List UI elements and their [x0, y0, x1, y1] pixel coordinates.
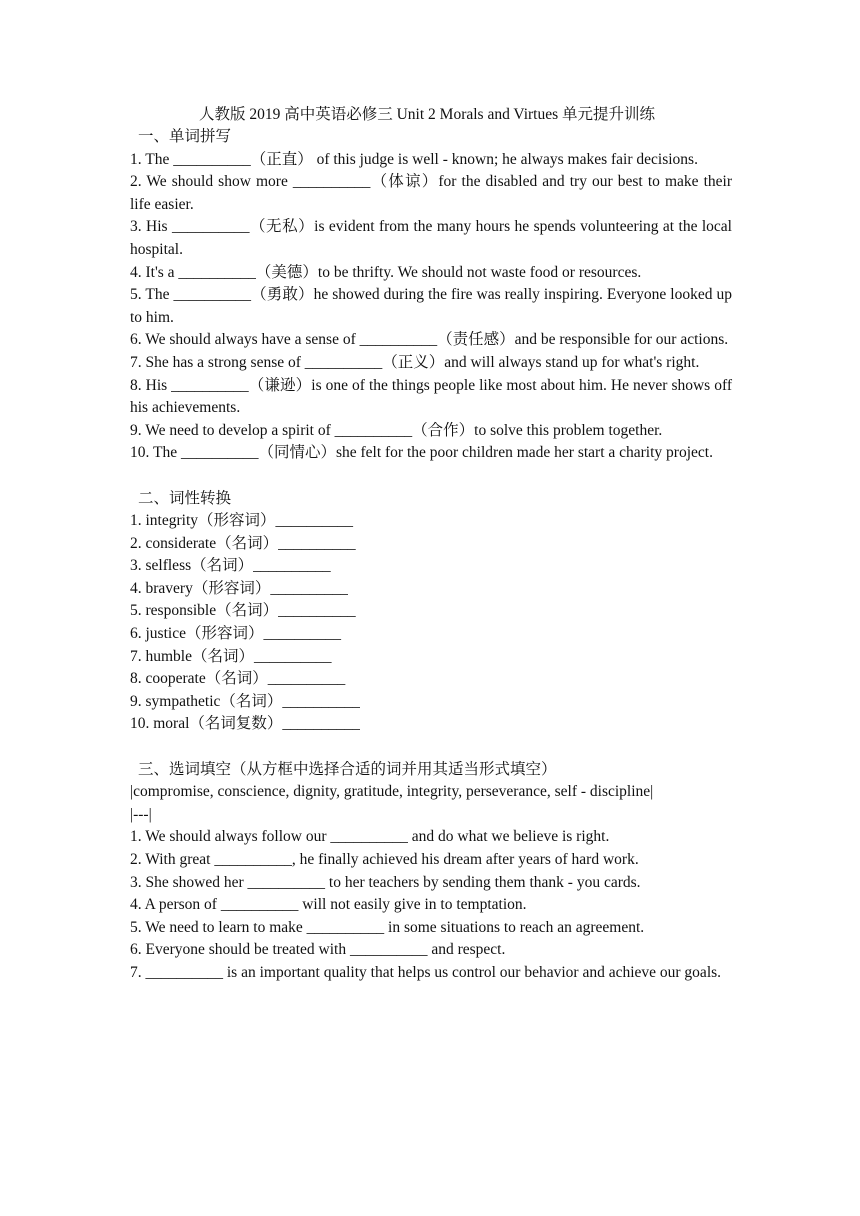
section1-item: 8. His __________（谦逊）is one of the things people like most about him. He never shows off his achievements. — [130, 376, 732, 417]
section3-item: 6. Everyone should be treated with __________ and respect. — [130, 941, 506, 959]
section3-item: 3. She showed her __________ to her teachers by sending them thank - you cards. — [130, 873, 641, 891]
section1-item: 10. The __________（同情心）she felt for the poor children made her start a charity project. — [130, 444, 713, 462]
section1-item: 1. The __________（正直） of this judge is well - known; he always makes fair decisions. — [130, 150, 698, 168]
section1-item: 9. We need to develop a spirit of __________（合作）to solve this problem together. — [130, 421, 663, 439]
section1-item: 3. His __________（无私）is evident from the many hours he spends volunteering at the local hospital. — [130, 218, 732, 258]
section1-item: 6. We should always have a sense of __________（责任感）and be responsible for our actions. — [130, 331, 729, 349]
section3-item: 5. We need to learn to make __________ in some situations to reach an agreement. — [130, 918, 645, 936]
section2-item: 9. sympathetic（名词）__________ — [130, 692, 360, 710]
page-title: 人教版 2019 高中英语必修三 Unit 2 Morals and Virtues 单元提升训练 — [198, 106, 656, 123]
section2-item: 6. justice（形容词）__________ — [130, 625, 341, 643]
word-box: |compromise, conscience, dignity, gratitude, integrity, perseverance, self - discipline| — [130, 783, 654, 801]
section2-item: 10. moral（名词复数）__________ — [130, 715, 360, 733]
section2-item: 5. responsible（名词）__________ — [130, 602, 356, 620]
section2-item: 7. humble（名词）__________ — [130, 647, 332, 665]
section1-item: 7. She has a strong sense of __________（正义）and will always stand up for what's right. — [130, 353, 700, 371]
section2-heading: 二、词性转换 — [138, 489, 232, 507]
section2-item: 8. cooperate（名词）__________ — [130, 670, 346, 688]
worksheet — [130, 104, 732, 985]
section3-heading: 三、选词填空（从方框中选择合适的词并用其适当形式填空） — [138, 760, 557, 778]
section1-heading: 一、单词拼写 — [138, 128, 232, 145]
section3-item: 1. We should always follow our __________ and do what we believe is right. — [130, 828, 610, 846]
section1-item: 2. We should show more __________（体谅）for the disabled and try our best to make their life easier. — [130, 173, 732, 213]
section3-item: 2. With great __________, he finally achieved his dream after years of hard work. — [130, 851, 639, 868]
section2-item: 2. considerate（名词）__________ — [130, 534, 356, 552]
section1-item: 4. It's a __________（美德）to be thrifty. We should not waste food or resources. — [130, 263, 642, 281]
spacer — [130, 465, 732, 488]
section2-item: 3. selfless（名词）__________ — [130, 557, 331, 575]
section3-item: 7. __________ is an important quality that helps us control our behavior and achieve our goals. — [130, 963, 722, 981]
section1-item: 5. The __________（勇敢）he showed during the fire was really inspiring. Everyone looked up to him. — [130, 286, 732, 326]
word-box-separator: |---| — [130, 805, 152, 823]
section3-item: 4. A person of __________ will not easily give in to temptation. — [130, 896, 527, 914]
section2-item: 1. integrity（形容词）__________ — [130, 512, 354, 530]
spacer — [130, 736, 732, 759]
section2-item: 4. bravery（形容词）__________ — [130, 579, 348, 597]
